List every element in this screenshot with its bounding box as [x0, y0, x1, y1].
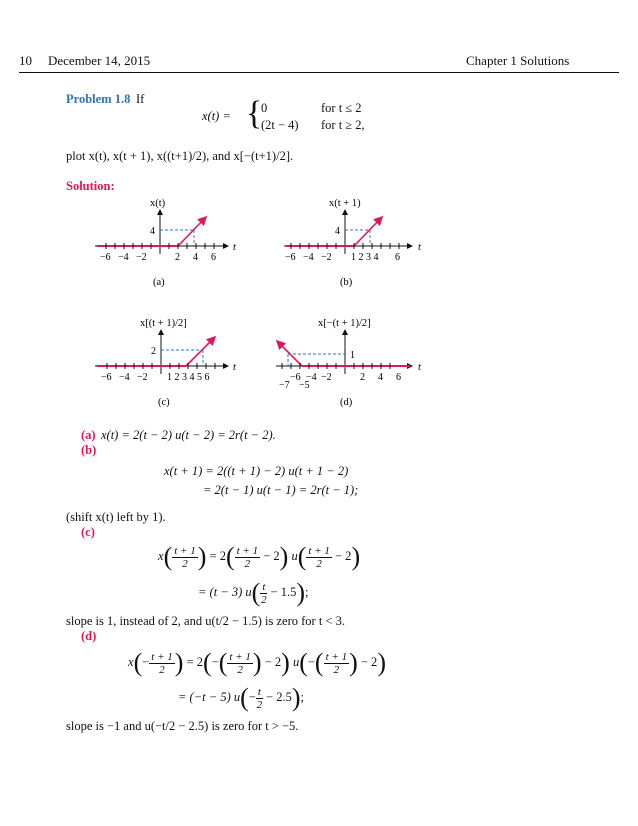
graph-d-tick-label: −5: [299, 380, 310, 391]
header-date: December 14, 2015: [48, 53, 151, 68]
page-number: 10: [19, 53, 32, 68]
graph-a-ylabel: x(t): [150, 198, 166, 209]
part-c-note: slope is 1, instead of 2, and u(t/2 − 1.5) is zero for t < 3.: [66, 614, 345, 628]
part-c-label: (c): [81, 525, 95, 539]
header-chapter: Chapter 1 Solutions: [466, 53, 570, 68]
part-b-label: (b): [81, 443, 97, 457]
graph-c-ramp: [186, 337, 215, 366]
graph-d-tick-label: −7: [279, 380, 290, 391]
graph-d-tick-label: 6: [396, 372, 401, 383]
graph-c-tick-label: −2: [137, 372, 148, 383]
part-c-equation-line1: x( $\frac{t + 1}{2}$ ) = 2( $\frac{t + 1}{2}$ − 2) u( $\frac{t + 1}{2}$ − 2): [158, 542, 361, 571]
graph-d-tick-label: 4: [378, 372, 383, 383]
plot-instruction: plot x(t), x(t + 1), x((t+1)/2), and x[−(t+1)/2].: [66, 149, 294, 163]
graph-d-t-label: t: [418, 362, 421, 373]
part-d-equation-line2: = (−t − 5) u(− $\frac{t}{2}$ − 2.5);: [178, 683, 304, 712]
graph-a-t-label: t: [233, 242, 236, 253]
graph-b-ylabel: x(t + 1): [329, 198, 361, 209]
part-d-note: slope is −1 and u(−t/2 − 2.5) is zero for t > −5.: [66, 719, 299, 733]
graph-b-tick-label: 6: [395, 252, 400, 263]
problem-label: Problem 1.8: [66, 92, 131, 106]
signal-graphs: [0, 190, 638, 420]
case2-condition: for t ≥ 2,: [321, 118, 365, 132]
part-b-equation-line2: = 2(t − 1) u(t − 1) = 2r(t − 1);: [203, 483, 359, 497]
graph-a-tick-label: −4: [118, 252, 129, 263]
graph-a-caption: (a): [153, 277, 165, 288]
part-d-label: (d): [81, 629, 97, 643]
graph-c-level-label: 2: [151, 346, 156, 357]
graph-a-tick-label: 6: [211, 252, 216, 263]
graph-d: [276, 318, 422, 408]
graph-c-ylabel: x[(t + 1)/2]: [140, 318, 187, 329]
xt-definition-lhs: x(t) =: [202, 109, 231, 123]
part-d-line2-text: = (−t − 5) u: [178, 689, 241, 704]
graph-b: [284, 198, 422, 288]
case2-value: (2t − 4): [261, 118, 299, 132]
problem-if: If: [136, 92, 145, 106]
graph-b-tick-label: 1 2 3 4: [351, 252, 379, 263]
graph-c-caption: (c): [158, 397, 170, 408]
graph-d-tick-label: −2: [321, 372, 332, 383]
graph-a-level-label: 4: [150, 226, 155, 237]
graph-a-ramp: [178, 217, 206, 246]
part-c-line2-text: = (t − 3) u: [198, 584, 252, 599]
graph-d-ylabel: x[−(t + 1)/2]: [318, 318, 371, 329]
graph-c-tick-label: 1 2 3 4 5 6: [167, 372, 210, 383]
graph-a-tick-label: −2: [136, 252, 147, 263]
header-rule: [19, 72, 619, 73]
graph-b-tick-label: −2: [321, 252, 332, 263]
graph-d-tick-label: 2: [360, 372, 365, 383]
graph-a-tick-label: −6: [100, 252, 111, 263]
part-a-label: (a): [81, 428, 96, 442]
graph-a-tick-label: 4: [193, 252, 198, 263]
part-c-equation-line2: = (t − 3) u( $\frac{t}{2}$ − 1.5);: [198, 578, 309, 607]
graph-c-tick-label: −6: [101, 372, 112, 383]
solution-label: Solution:: [66, 179, 115, 193]
graph-b-caption: (b): [340, 277, 353, 288]
graph-d-tick-label: −6: [290, 372, 301, 383]
part-a-equation: x(t) = 2(t − 2) u(t − 2) = 2r(t − 2).: [101, 428, 276, 442]
part-d-equation-line1: x(− $\frac{t + 1}{2}$ ) = 2(−( $\frac{t + 1}{2}$ ) − 2) u(−( $\frac{t + 1}{2}$ ) − 2): [128, 648, 386, 677]
graph-a: [95, 198, 237, 288]
graph-b-t-label: t: [418, 242, 421, 253]
graph-b-ramp: [354, 217, 382, 246]
graph-a-tick-label: 2: [175, 252, 180, 263]
part-b-equation-line1: x(t + 1) = 2((t + 1) − 2) u(t + 1 − 2): [164, 464, 349, 478]
case1-condition: for t ≤ 2: [321, 101, 362, 115]
graph-c: [95, 318, 237, 408]
cases-brace: {: [246, 95, 263, 132]
graph-d-caption: (d): [340, 397, 353, 408]
graph-d-tick-label: −4: [306, 372, 317, 383]
graph-b-tick-label: −6: [285, 252, 296, 263]
part-b-note: (shift x(t) left by 1).: [66, 510, 166, 524]
graph-c-tick-label: −4: [119, 372, 130, 383]
graph-b-level-label: 4: [335, 226, 340, 237]
graph-d-level-label: 1: [350, 350, 355, 361]
graph-b-tick-label: −4: [303, 252, 314, 263]
case1-value: 0: [261, 101, 268, 115]
graph-c-t-label: t: [233, 362, 236, 373]
